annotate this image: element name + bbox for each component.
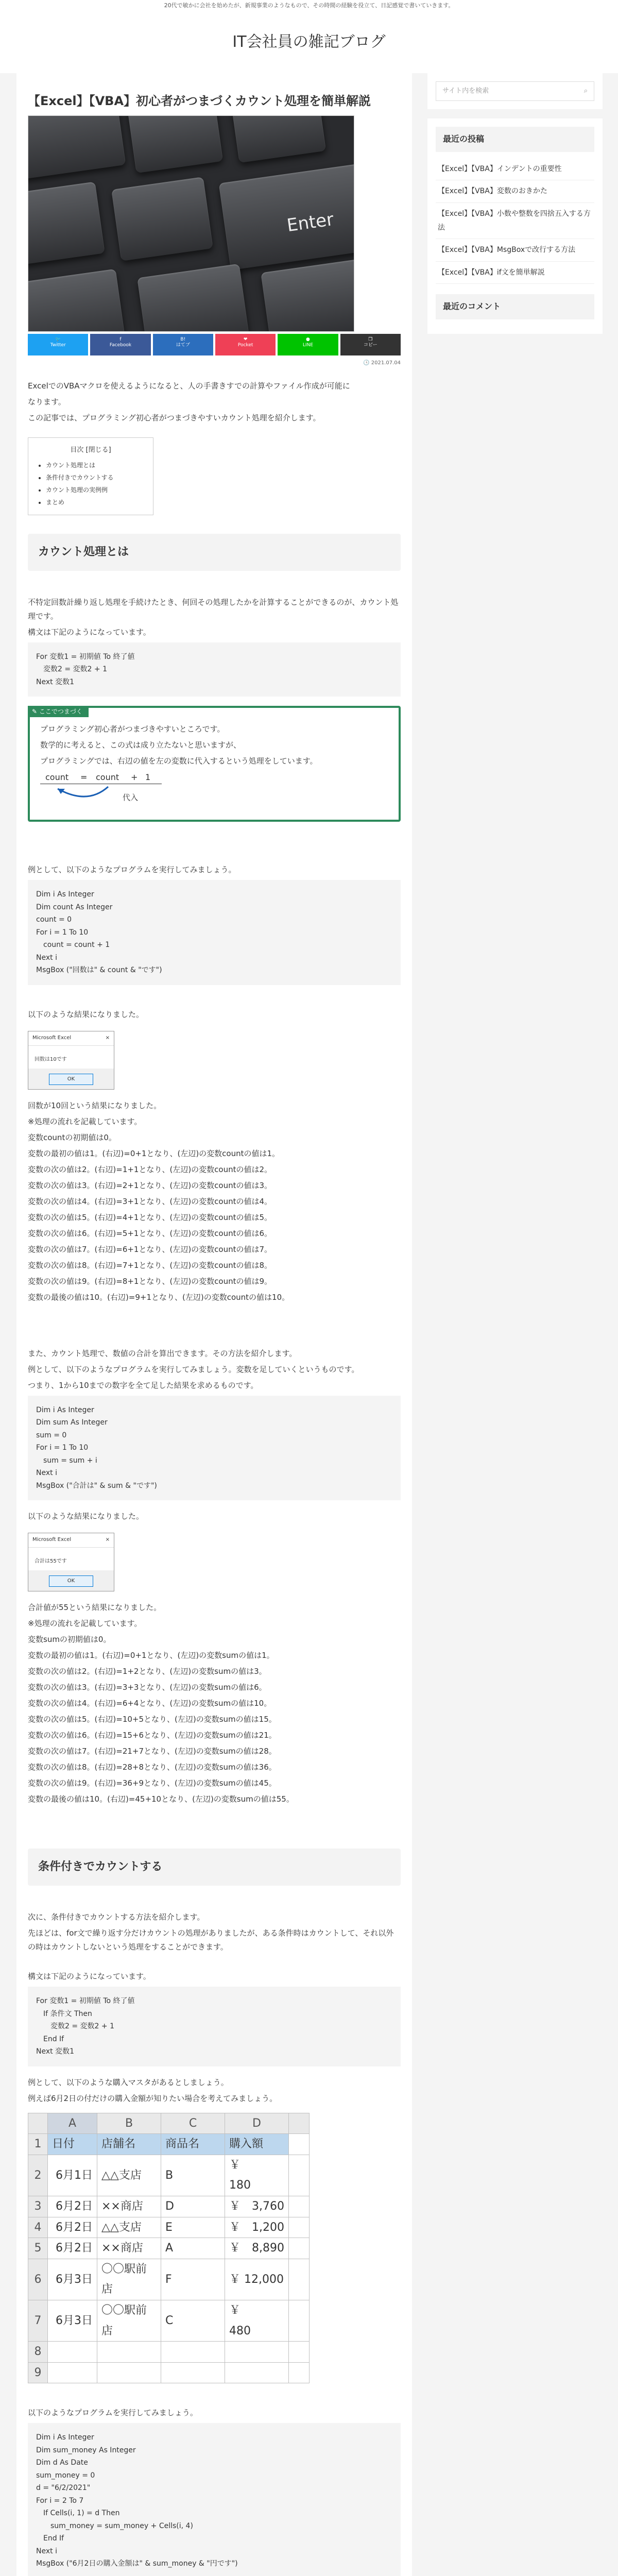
paragraph: 例えば6月2日の付だけの購入金額が知りたい場合を考えてみましょう。 xyxy=(28,2093,278,2103)
ok-button-image: OK xyxy=(49,1575,93,1587)
explanation-list: 回数が10回という結果になりました。 ※処理の流れを記載しています。 変数countの初期値は0。 変数の最初の値は1。(右辺)=0+1となり、(左辺)の変数countの値は1。 変数の次の値は2。(右辺)=1+1となり、(左辺)の変数countの値は2。 変数の次の値は3。(右辺)=2+1となり、(左辺)の変数countの値は3。 変数の次の値は4。(右辺)=3+1となり、(左辺)の変数countの値は4。 変数の次の値は5。(右辺)=4+1となり、(左辺)の変数countの値は5。 変数の次の値は6。(右辺)=5+1となり、(左辺)の変数countの値は6。 変数の次の値は7。(右辺)=6+1となり、(左辺)の変数countの値は7。 変数の次の値は8。(右辺)=7+1となり、(左辺)の変数countの値は8。 変数の次の値は9。(右辺)=8+1となり、(左辺)の変数countの値は9。 変数の最後の値は10。(右辺)=9+1となり、(左辺)の変数countの値は10。 xyxy=(28,1100,290,1302)
post-date: 🕓 2021.07.04 xyxy=(363,360,401,366)
paragraph: また、カウント処理で、数値の合計を算出できます。その方法を紹介します。 xyxy=(28,1348,297,1358)
recent-posts-widget xyxy=(427,118,603,334)
line-icon: ● xyxy=(306,337,310,342)
toc-item[interactable]: • まとめ xyxy=(46,496,145,509)
ok-button-image: OK xyxy=(49,1074,93,1085)
site-tagline: 20代で敏かに会社を始めたが、新規事業のようなもので、その時間の経験を役立て、日記感覚で書いていきます。 xyxy=(164,2,454,9)
paragraph: 次に、条件付きでカウントする方法を紹介します。 xyxy=(28,1912,205,1922)
toc-item[interactable]: • カウント処理とは xyxy=(46,459,145,471)
equation-diagram: count = count + 1 代入 xyxy=(40,770,388,811)
explanation-list: 合計値が55という結果になりました。 ※処理の流れを記載しています。 変数sumの初期値は0。 変数の最初の値は1。(右辺)=0+1となり、(左辺)の変数sumの値は1。 変数の次の値は2。(右辺)=1+2となり、(左辺)の変数sumの値は3。 変数の次の値は3。(右辺)=3+3となり、(左辺)の変数sumの値は6。 変数の次の値は4。(右辺)=6+4となり、(左辺)の変数sumの値は10。 変数の次の値は5。(右辺)=10+5となり、(左辺)の変数sumの値は15。 変数の次の値は6。(右辺)=15+6となり、(左辺)の変数sumの値は21。 変数の次の値は7。(右辺)=21+7となり、(左辺)の変数sumの値は28。 変数の次の値は8。(右辺)=28+8となり、(左辺)の変数sumの値は36。 変数の次の値は9。(右辺)=36+9となり、(左辺)の変数sumの値は45。 変数の最後の値は10。(右辺)=45+10となり、(左辺)の変数sumの値は55。 xyxy=(28,1603,294,1804)
recent-post-link[interactable]: 【Excel】【VBA】if文を簡単解説 xyxy=(436,262,594,284)
paragraph: 構文は下記のようになっています。 xyxy=(28,1972,151,1981)
msgbox-screenshot: Microsoft Excel × 回数は10です OK xyxy=(28,1031,114,1090)
share-twitter-button[interactable]: 🐦 Twitter xyxy=(28,334,88,355)
table-of-contents xyxy=(28,437,153,515)
paragraph: 以下のようなプログラムを実行してみましょう。 xyxy=(28,2408,198,2418)
assign-arrow-icon xyxy=(52,785,113,805)
sidebar xyxy=(427,73,603,343)
site-title[interactable]: IT会社員の雑記ブログ xyxy=(232,33,386,51)
paragraph: 構文は下記のようになっています。 xyxy=(28,627,151,637)
search-widget xyxy=(427,73,603,109)
code-block: Dim i As Integer Dim sum As Integer sum = 0 For i = 1 To 10 sum = sum + i Next i MsgBox ("合計は" & sum & "です") xyxy=(28,1396,401,1501)
hatena-icon: B! xyxy=(180,337,186,342)
search-icon[interactable]: ⌕ xyxy=(583,87,588,95)
search-input[interactable]: サイト内を検索 ⌕ xyxy=(436,81,594,101)
eyecatch-image: Enter xyxy=(28,115,354,332)
toc-title[interactable]: 目次 [閉じる] xyxy=(70,446,111,454)
paragraph: 例として、以下のようなプログラムを実行してみましょう。 xyxy=(28,865,236,875)
close-icon: × xyxy=(105,1035,110,1041)
share-line-button[interactable]: ● LINE xyxy=(278,334,338,355)
facebook-icon: f xyxy=(119,337,122,342)
intro-text: この記事では、プログラミング初心者がつまづきやすいカウント処理を紹介します。 xyxy=(28,413,321,422)
copy-button[interactable]: ❐ コピー xyxy=(340,334,401,355)
share-hatena-button[interactable]: B! はてブ xyxy=(153,334,213,355)
callout-label: ✎ ここでつまづく xyxy=(28,706,89,717)
site-header xyxy=(0,22,618,73)
paragraph: 例として、以下のようなプログラムを実行してみましょう。変数を足していくというものです。 xyxy=(28,1364,359,1374)
intro-text: なります。 xyxy=(28,397,66,406)
paragraph: 先ほどは、for文で繰り返す分だけカウントの処理がありましたが、ある条件時はカウントして、それ以外の時はカウントしないという処理をすることができます。 xyxy=(28,1928,394,1952)
code-block: For 変数1 = 初期値 To 終了値 If 条件文 Then 変数2 = 変数2 + 1 End If Next 変数1 xyxy=(28,1987,401,2066)
code-block: Dim i As Integer Dim sum_money As Integer Dim d As Date sum_money = 0 d = "6/2/2021" For i = 2 To 7 If Cells(i, 1) = d Then sum_money = sum_money + Cells(i, 4) End If Next i MsgBox ("6月2日の購入金額は" & sum_money & "円です") xyxy=(28,2423,401,2576)
pocket-icon: ❤ xyxy=(243,337,248,342)
copy-icon: ❐ xyxy=(368,337,373,342)
widget-title: 最近のコメント xyxy=(436,294,594,319)
paragraph: 不特定回数計繰り返し処理を手続けたとき、何回その処理したかを計算することができるのが、カウント処理です。 xyxy=(28,597,399,621)
share-facebook-button[interactable]: f Facebook xyxy=(90,334,150,355)
article xyxy=(16,73,412,2576)
toc-item[interactable]: • 条件付きでカウントする xyxy=(46,471,145,484)
paragraph: 以下のような結果になりました。 xyxy=(28,1009,144,1019)
article-title: 【Excel】【VBA】初心者がつまづくカウント処理を簡単解説 xyxy=(28,94,371,108)
close-icon: × xyxy=(105,1537,110,1543)
code-block: Dim i As Integer Dim count As Integer count = 0 For i = 1 To 10 count = count + 1 Next i MsgBox ("回数は" & count & "です") xyxy=(28,880,401,985)
msgbox-screenshot: Microsoft Excel × 合計は55です OK xyxy=(28,1533,114,1591)
top-bar xyxy=(0,0,618,22)
share-buttons xyxy=(28,334,401,355)
widget-title: 最近の投稿 xyxy=(436,127,594,152)
recent-post-link[interactable]: 【Excel】【VBA】MsgBoxで改行する方法 xyxy=(436,239,594,262)
callout-box: ✎ ここでつまづく プログラミング初心者がつまづきやすいところです。 数学的に考えると、この式は成り立たないと思いますが、 プログラミングでは、右辺の値を左の変数に代入するという処理をしています。 count = count + 1 代入 xyxy=(28,706,401,822)
recent-post-link[interactable]: 【Excel】【VBA】インデントの重要性 xyxy=(436,158,594,181)
section-heading: 条件付きでカウントする xyxy=(28,1849,401,1886)
share-pocket-button[interactable]: ❤ Pocket xyxy=(215,334,276,355)
code-block: For 変数1 = 初期値 To 終了値 変数2 = 変数2 + 1 Next 変数1 xyxy=(28,642,401,697)
toc-item[interactable]: • カウント処理の実例例 xyxy=(46,484,145,496)
intro-text: ExcelでのVBAマクロを使えるようになると、人の手書きすでの計算やファイル作成が可能に xyxy=(28,381,350,391)
paragraph: つまり、1から10までの数字を全て足した結果を求めるものです。 xyxy=(28,1380,259,1390)
section-heading: カウント処理とは xyxy=(28,534,401,571)
paragraph: 以下のような結果になりました。 xyxy=(28,1512,144,1521)
excel-sheet-image: A B C D 1 日付 店舗名 商品名 購入額 2 6月1日 △△支店 B ￥ 180 3 6月2日 ××商店 D ￥ 3,760 4 6月2日 △△支店 E ￥ 1,200 5 6月2日 ××商店 A ￥ 8,890 6 6月3日 〇〇駅前店 F ￥ 12,000 7 6月3日 〇〇駅前店 C ￥ 480 8 9 xyxy=(28,2113,310,2384)
paragraph: 例として、以下のような購入マスタがあるとしましょう。 xyxy=(28,2077,229,2087)
recent-post-link[interactable]: 【Excel】【VBA】変数のおきかた xyxy=(436,180,594,203)
recent-post-link[interactable]: 【Excel】【VBA】小数や整数を四捨五入する方法 xyxy=(436,203,594,239)
twitter-icon: 🐦 xyxy=(55,337,61,342)
